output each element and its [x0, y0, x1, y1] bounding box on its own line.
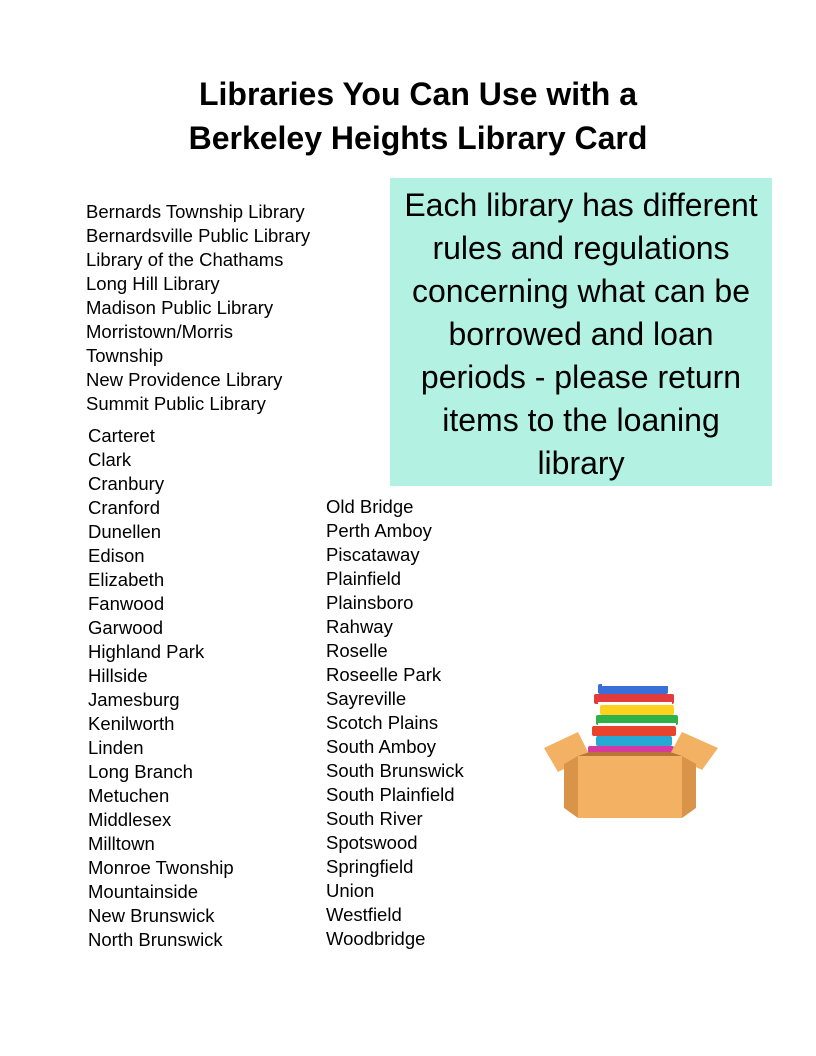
list-item: North Brunswick: [88, 929, 223, 950]
list-item: Hillside: [88, 665, 148, 686]
list-item: Linden: [88, 737, 144, 758]
list-item: Westfield: [326, 904, 402, 925]
list-item: Cranford: [88, 497, 160, 518]
library-list: [86, 200, 336, 416]
list-item: Highland Park: [88, 641, 205, 662]
list-item: Perth Amboy: [326, 520, 432, 541]
list-item: Roseelle Park: [326, 664, 442, 685]
list-item: Morristown/Morris Township: [86, 321, 233, 366]
list-item: Madison Public Library: [86, 297, 274, 318]
list-item: Union: [326, 880, 375, 901]
list-item: New Brunswick: [88, 905, 215, 926]
list-item: Library of the Chathams: [86, 249, 284, 270]
list-item: Long Hill Library: [86, 273, 220, 294]
list-item: Mountainside: [88, 881, 199, 902]
list-item: South Plainfield: [326, 784, 455, 805]
list-item: Metuchen: [88, 785, 170, 806]
list-item: South Brunswick: [326, 760, 464, 781]
list-item: Plainfield: [326, 568, 402, 589]
list-item: Bernardsville Public Library: [86, 225, 311, 246]
title-line-1: Libraries You Can Use with a: [198, 76, 638, 112]
list-item: Kenilworth: [88, 713, 175, 734]
list-item: Springfield: [326, 856, 414, 877]
list-item: Scotch Plains: [326, 712, 439, 733]
list-item: Piscataway: [326, 544, 420, 565]
list-item: Long Branch: [88, 761, 193, 782]
list-item: Old Bridge: [326, 496, 414, 517]
list-item: Clark: [88, 449, 132, 470]
list-item: Rahway: [326, 616, 393, 637]
town-list-column-1: [88, 424, 234, 952]
list-item: Middlesex: [88, 809, 172, 830]
list-item: Cranbury: [88, 473, 165, 494]
town-list-column-2: [326, 495, 464, 951]
list-item: New Providence Library: [86, 369, 283, 390]
book-box-icon: [540, 674, 724, 820]
list-item: Carteret: [88, 425, 155, 446]
list-item: Bernards Township Library: [86, 201, 305, 222]
title-line-2: Berkeley Heights Library Card: [188, 120, 648, 156]
list-item: Jamesburg: [88, 689, 180, 710]
list-item: Monroe Twonship: [88, 857, 234, 878]
list-item: Spotswood: [326, 832, 418, 853]
list-item: South Amboy: [326, 736, 437, 757]
list-item: Woodbridge: [326, 928, 426, 949]
list-item: Sayreville: [326, 688, 407, 709]
list-item: South River: [326, 808, 423, 829]
notice-box: [390, 178, 772, 486]
list-item: Plainsboro: [326, 592, 414, 613]
list-item: Roselle: [326, 640, 388, 661]
notice-text: Each library has different rules and regulations concerning what can be borrowed and loan periods - please return items to the loaning library: [404, 187, 758, 481]
list-item: Summit Public Library: [86, 393, 266, 414]
list-item: Milltown: [88, 833, 155, 854]
page-title: [0, 72, 816, 160]
list-item: Fanwood: [88, 593, 165, 614]
list-item: Garwood: [88, 617, 164, 638]
list-item: Edison: [88, 545, 145, 566]
list-item: Dunellen: [88, 521, 162, 542]
list-item: Elizabeth: [88, 569, 165, 590]
